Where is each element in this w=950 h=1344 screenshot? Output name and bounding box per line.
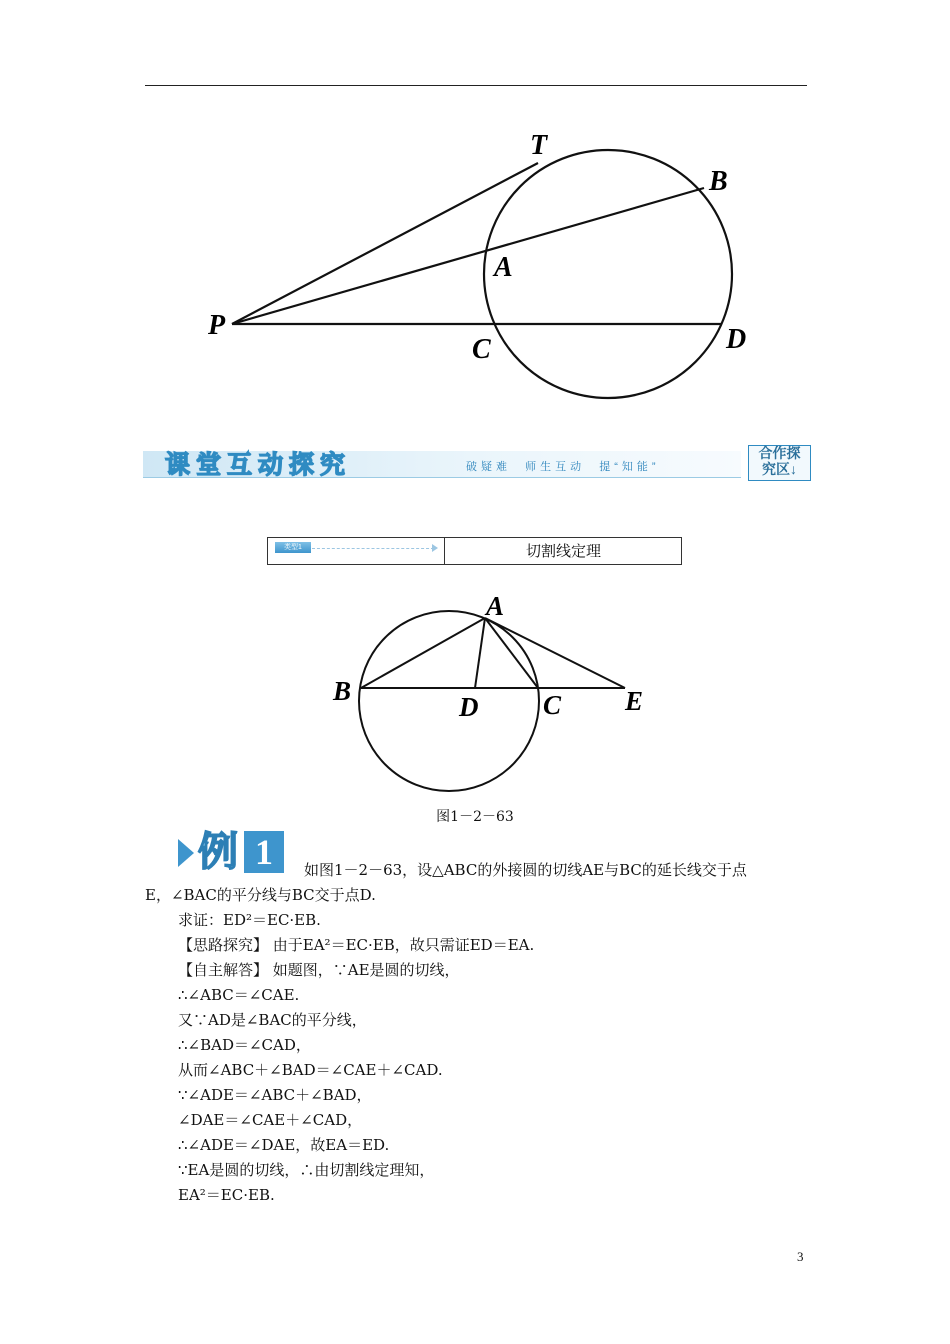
banner-box-line2: 究区↓ [762,463,797,478]
label-D2: D [459,692,479,722]
example-line-11: ∠DAE＝∠CAE＋∠CAD， [178,1111,363,1129]
banner-subtitle: 破疑难 师生互动 提“知能” [466,461,660,473]
secant-line-PB [232,188,704,324]
arrow-line [312,548,434,549]
segment-AE [485,618,625,688]
example-badge [178,829,288,875]
example-line-6: ∴∠ABC＝∠CAE. [178,986,300,1004]
example-line-10: ∵∠ADE＝∠ABC＋∠BAD， [178,1086,372,1104]
label-C2: C [543,690,562,720]
example-line-5: 【自主解答】 如题图，∵AE是圆的切线， [178,961,460,979]
example-line-7: 又∵AD是∠BAC的平分线， [178,1011,367,1029]
figure-tangent-secant [190,125,770,415]
label-C: C [472,334,491,365]
type-table [267,537,682,565]
label-T: T [530,130,548,161]
label-E2: E [625,686,644,716]
banner-title: 课堂互动探究 [165,452,352,479]
example-line-13: ∵EA是圆的切线，∴由切割线定理知， [178,1161,435,1179]
example-line-8: ∴∠BAD＝∠CAD， [178,1036,311,1054]
label-B: B [709,166,728,197]
example-line-1: 如图1－2－63，设△ABC的外接圆的切线AE与BC的延长线交于点 [304,861,747,879]
example-line-12: ∴∠ADE＝∠DAE，故EA＝ED. [178,1136,390,1154]
arrow-right-icon [432,544,438,552]
header-rule [145,85,807,86]
circle-outline [484,150,732,398]
label-D: D [726,324,747,355]
example-number: 1 [244,831,284,873]
triangle-icon [178,839,194,867]
example-line-9: 从而∠ABC＋∠BAD＝∠CAE＋∠CAD. [178,1061,443,1079]
example-line-4: 【思路探究】 由于EA²＝EC·EB，故只需证ED＝EA. [178,936,535,954]
banner-box [748,445,811,481]
label-P: P [208,310,226,341]
page-number: 3 [797,1249,804,1264]
banner-box-line1: 合作探 [758,447,801,462]
label-A2: A [486,591,505,621]
segment-AC [485,618,538,688]
example-line-14: EA²＝EC·EB. [178,1186,275,1204]
segment-AB [361,618,485,688]
label-A: A [494,252,513,283]
type-tag: 类型1 [275,542,311,553]
example-line-2: E，∠BAC的平分线与BC交于点D. [145,886,376,904]
figure-triangle-tangent [330,588,660,798]
segment-AD [475,618,485,688]
type-topic: 切割线定理 [525,542,601,560]
example-word: 例 [198,829,238,874]
example-line-3: 求证：ED²＝EC·EB. [178,911,321,929]
label-B2: B [333,676,352,706]
section-banner [143,443,815,483]
tangent-line-PT [232,163,538,324]
figure-caption: 图1－2－63 [436,809,514,825]
